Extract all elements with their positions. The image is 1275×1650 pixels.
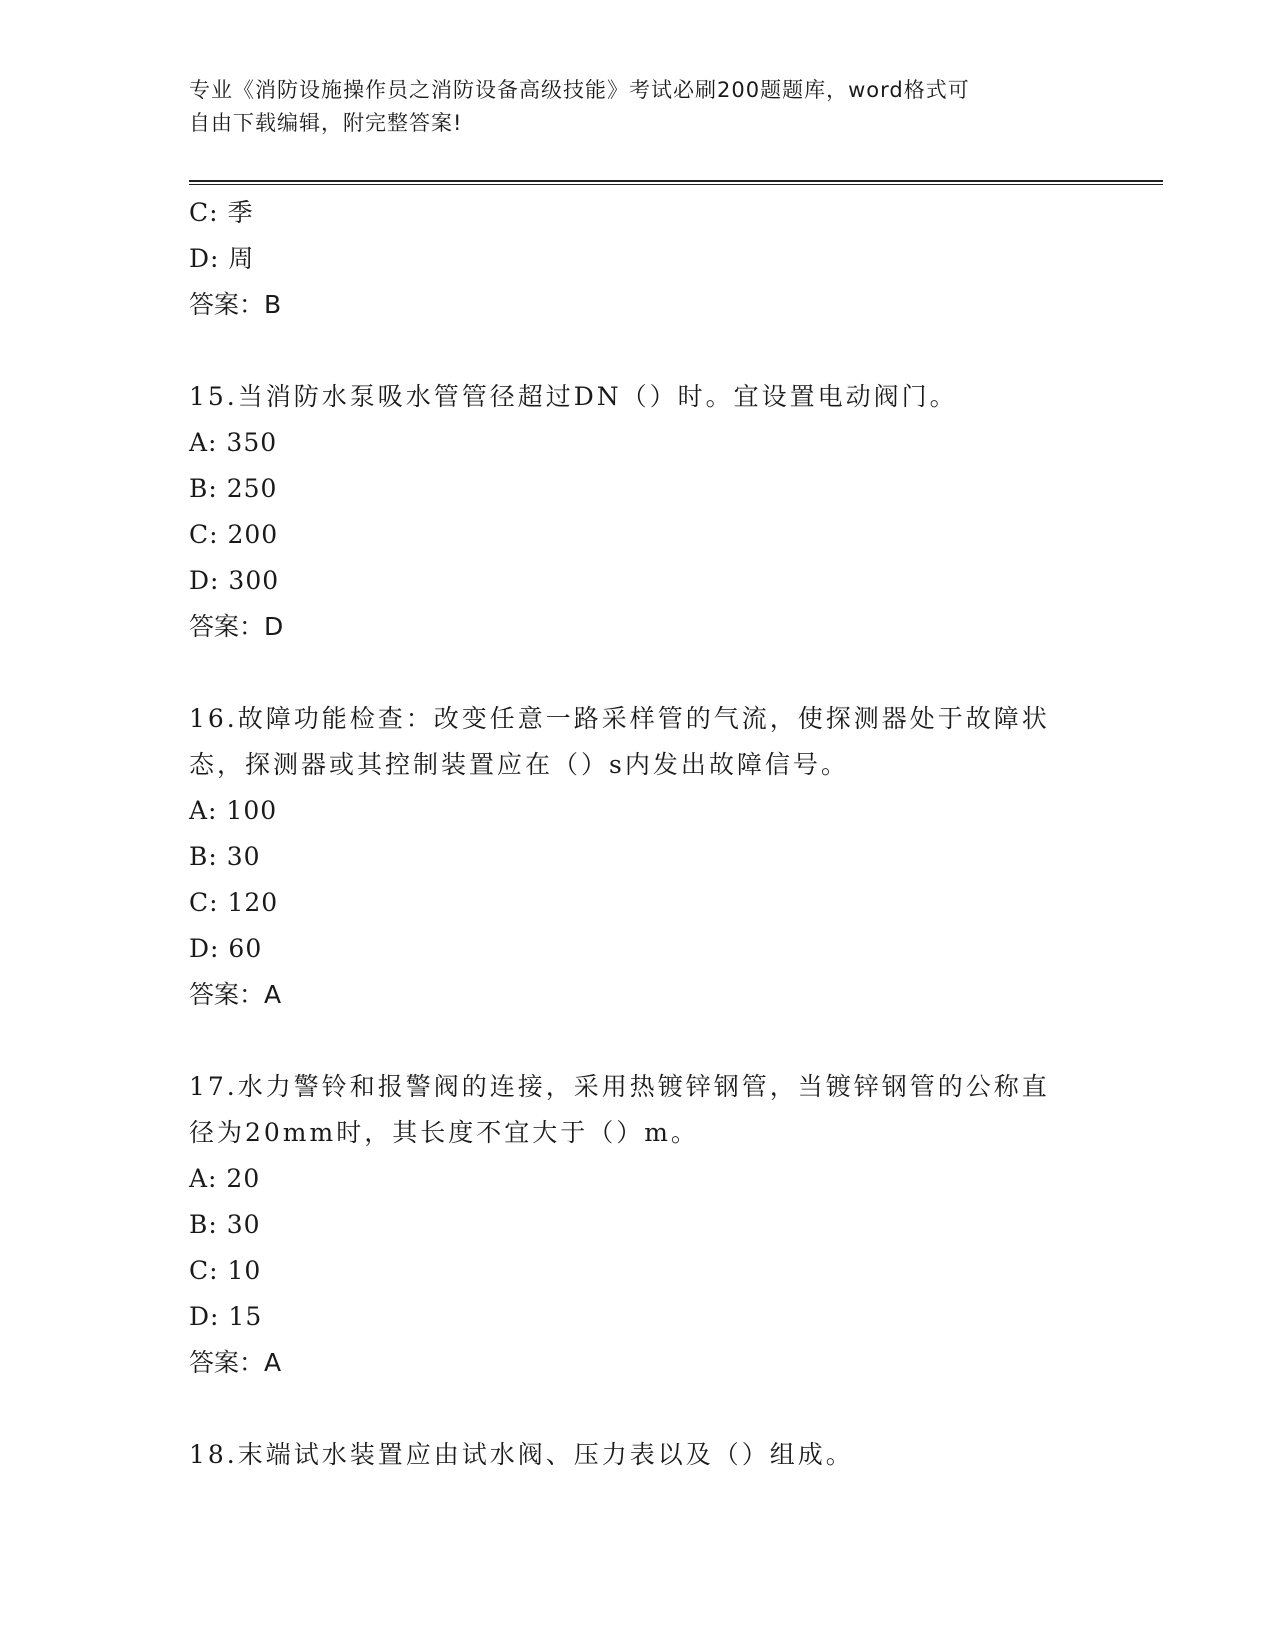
option-a: A: 20: [189, 1164, 261, 1193]
question-text-line-1: 16.故障功能检查：改变任意一路采样管的气流，使探测器处于故障状: [189, 704, 1050, 733]
option-d: D: 15: [189, 1302, 263, 1331]
answer: 答案：B: [189, 290, 282, 319]
header-rule-thick: [189, 180, 1163, 182]
option-b: B: 30: [189, 1210, 261, 1239]
answer: 答案：D: [189, 612, 284, 641]
question-16: [189, 696, 1089, 1018]
question-15: [189, 374, 1089, 650]
option-b: B: 250: [189, 474, 278, 503]
question-17: [189, 1064, 1089, 1386]
question-text: 18.末端试水装置应由试水阀、压力表以及（）组成。: [189, 1440, 854, 1469]
answer: 答案：A: [189, 1348, 282, 1377]
option-c: C: 季: [189, 198, 254, 227]
option-c: C: 120: [189, 888, 279, 917]
option-a: A: 350: [189, 428, 278, 457]
option-d: D: 60: [189, 934, 263, 963]
answer: 答案：A: [189, 980, 282, 1009]
header-rule-thin: [189, 184, 1163, 185]
document-header: [189, 74, 1069, 140]
question-18: [189, 1432, 1089, 1478]
option-b: B: 30: [189, 842, 261, 871]
question-14-tail: [189, 190, 1089, 328]
question-list: [189, 190, 1089, 1478]
header-line-1: 专业《消防设施操作员之消防设备高级技能》考试必刷200题题库，word格式可: [189, 78, 970, 102]
header-line-2: 自由下载编辑，附完整答案!: [189, 111, 463, 135]
question-text-line-2: 态，探测器或其控制装置应在（）s内发出故障信号。: [189, 750, 849, 779]
question-text-line-1: 17.水力警铃和报警阀的连接，采用热镀锌钢管，当镀锌钢管的公称直: [189, 1072, 1050, 1101]
option-d: D: 300: [189, 566, 280, 595]
question-text-line-2: 径为20mm时，其长度不宜大于（）m。: [189, 1118, 699, 1147]
option-a: A: 100: [189, 796, 278, 825]
option-c: C: 10: [189, 1256, 262, 1285]
option-c: C: 200: [189, 520, 279, 549]
option-d: D: 周: [189, 244, 255, 273]
question-text: 15.当消防水泵吸水管管径超过DN（）时。宜设置电动阀门。: [189, 382, 958, 411]
